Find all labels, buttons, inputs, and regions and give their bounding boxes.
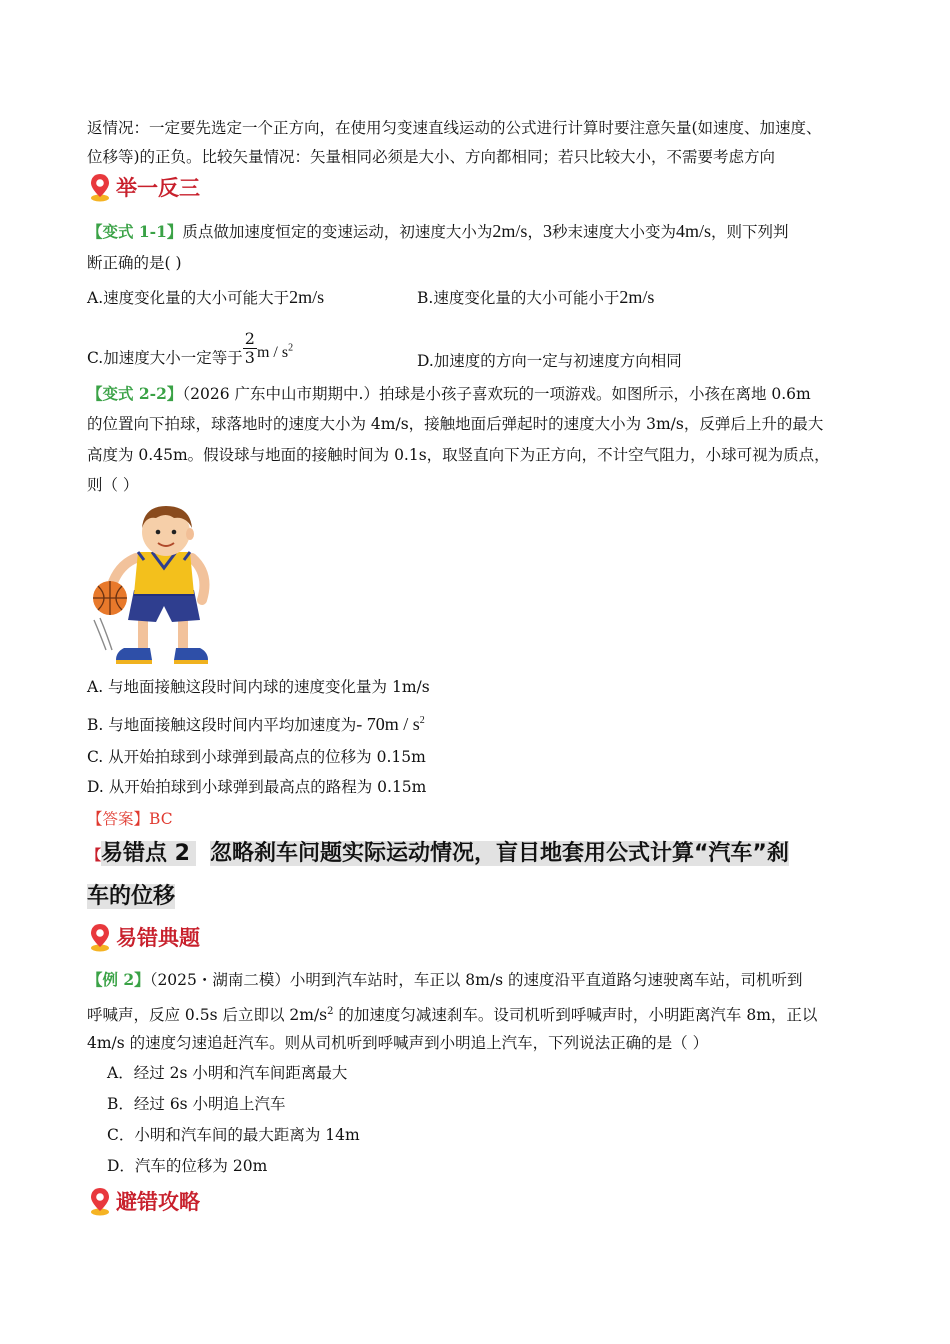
question-text: 质点做加速度恒定的变速运动，初速度大小为 [182, 223, 493, 241]
unit-exponent: 2 [288, 342, 294, 354]
location-pin-icon [88, 172, 112, 202]
option-text: A.速度变化量的大小可能大于 [87, 289, 290, 307]
answer-value: BC [149, 810, 173, 828]
option-value: 2m/s [289, 287, 325, 307]
example-tag: 【例 2】 [87, 970, 150, 989]
example-2-line-3: 4m/s 的速度匀速追赶汽车。则从司机听到呼喊声到小明追上汽车，下列说法正确的是（ ） [87, 1034, 709, 1052]
option-d: D. 从开始拍球到小球弹到最高点的路程为 0.15m [87, 778, 427, 796]
unit [257, 344, 293, 361]
option-c: C．小明和汽车间的最大距离为 14m [107, 1126, 360, 1144]
location-pin-icon [88, 1186, 112, 1216]
fraction-denominator: 3 [244, 348, 255, 367]
mistake-point-heading [87, 840, 789, 870]
question-text: ，则下列判 [710, 223, 789, 241]
mistake-point-heading-line-2 [87, 883, 175, 911]
example-text: 的加速度匀减速刹车。设司机听到呼喊声时，小明距离汽车 8m，正以 [333, 1006, 818, 1025]
option-b: B．经过 6s 小明追上汽车 [107, 1095, 286, 1113]
option-value: 2m/s [619, 287, 655, 307]
option-d: D.加速度的方向一定与初速度方向相同 [417, 352, 682, 370]
mistake-point-title: 车的位移 [87, 884, 176, 909]
section-heading-avoid-mistakes [88, 1186, 200, 1216]
time-value: 3 [542, 221, 552, 241]
unit-text: m / s [256, 344, 289, 361]
option-a: A．经过 2s 小明和汽车间距离最大 [107, 1064, 348, 1082]
section-heading-practice [88, 172, 200, 202]
section-title: 易错典题 [116, 926, 200, 950]
example-2-line-2 [87, 1002, 817, 1025]
question-text: 秒末速度大小变为 [551, 223, 676, 241]
initial-speed: 2m/s [492, 221, 528, 241]
fraction-numerator: 2 [244, 329, 255, 348]
question-2-2-line-3: 高度为 0.45m。假设球与地面的接触时间为 0.1s，取竖直向下为正方向，不计空气阻力，小球可视为质点， [87, 446, 830, 464]
mistake-point-label: 易错点 2 [101, 841, 196, 866]
boy-dribbling-basketball-illustration [86, 502, 214, 670]
heading-bracket: 【 [87, 848, 101, 864]
option-text: B.速度变化量的大小可能小于 [417, 289, 620, 307]
section-title: 举一反三 [116, 176, 200, 200]
mistake-point-title: 忽略刹车问题实际运动情况，盲目地套用公式计算“汽车”刹 [209, 841, 789, 866]
option-value [356, 714, 425, 734]
fraction [243, 330, 257, 367]
final-speed: 4m/s [675, 221, 711, 241]
option-d: D．汽车的位移为 20m [107, 1157, 268, 1175]
example-text: 呼喊声，反应 0.5s 后立即以 2m/s [87, 1006, 328, 1025]
section-heading-typical [88, 922, 200, 952]
intro-line-2: 位移等)的正负。比较矢量情况：矢量相同必须是大小、方向都相同；若只比较大小，不需要考虑方向 [87, 148, 776, 166]
question-2-2-line-1 [87, 384, 811, 404]
option-a [87, 287, 324, 308]
unit-exponent: 2 [327, 1006, 334, 1017]
question-tag: 【变式 2-2】 [87, 384, 183, 403]
answer-tag: 【答案】 [87, 810, 150, 828]
unit-exponent: 2 [419, 715, 425, 726]
question-text: ， [527, 223, 543, 241]
question-2-2-line-4: 则（ ） [87, 476, 139, 494]
option-a: A. 与地面接触这段时间内球的速度变化量为 1m/s [87, 678, 430, 696]
section-title: 避错攻略 [116, 1190, 200, 1214]
option-text: B. 与地面接触这段时间内平均加速度为 [87, 716, 357, 734]
answer-line [87, 809, 173, 829]
option-text: C.加速度大小一定等于 [87, 349, 243, 367]
example-text: （2025・湖南二模）小明到汽车站时，车正以 8m/s 的速度沿平直道路匀速驶离车站，司机听到 [149, 971, 803, 989]
question-1-1-stem [87, 221, 789, 242]
question-1-1-stem-line-2: 断正确的是( ) [87, 254, 182, 272]
question-tag: 【变式 1-1】 [87, 222, 183, 241]
question-2-2-line-2: 的位置向下拍球，球落地时的速度大小为 4m/s，接触地面后弹起时的速度大小为 3m/s，反弹后上升的最大 [87, 415, 824, 433]
intro-line-1: 返情况：一定要先选定一个正方向，在使用匀变速直线运动的公式进行计算时要注意矢量(如速度、加速度、 [87, 119, 822, 137]
option-b [87, 711, 425, 735]
option-b [417, 287, 654, 308]
acceleration-value: - 70m / s [356, 714, 420, 734]
option-c: C. 从开始拍球到小球弹到最高点的位移为 0.15m [87, 748, 426, 766]
location-pin-icon [88, 922, 112, 952]
question-text: （2026 广东中山市期期中.）拍球是小孩子喜欢玩的一项游戏。如图所示，小孩在离地 0.6m [182, 385, 811, 403]
option-c [87, 323, 293, 367]
example-2-line-1 [87, 970, 802, 990]
